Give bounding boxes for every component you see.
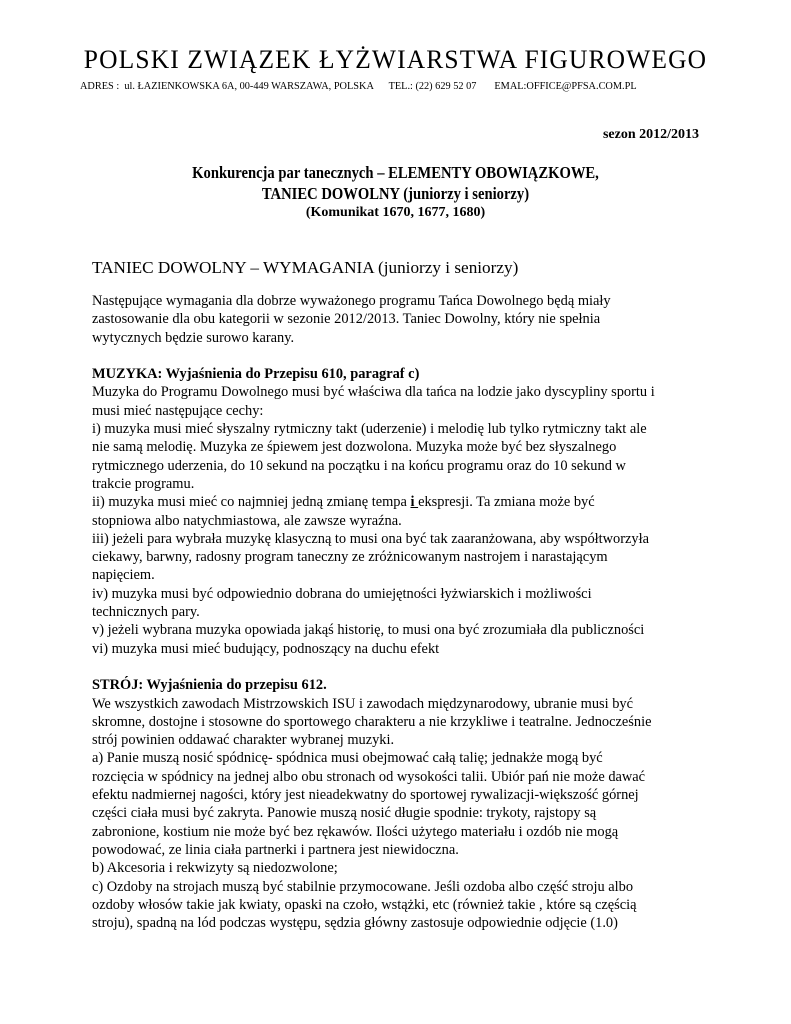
- season-label: sezon 2012/2013: [602, 127, 699, 142]
- document-heading: [0, 162, 791, 222]
- heading-communique: (Komunikat 1670, 1677, 1680): [305, 205, 486, 220]
- text-line: powodować, ze linia ciała partnerki i partnera jest niewidoczna.: [92, 841, 459, 858]
- text-line: zastosowanie dla obu kategorii w sezonie 2012/2013. Taniec Dowolny, który nie spełnia: [92, 311, 601, 328]
- text-fragment: ii) muzyka musi mieć co najmniej jedną zmianę tempa: [92, 494, 411, 511]
- text-line: technicznych pary.: [92, 604, 200, 621]
- costume-section: [92, 676, 712, 932]
- text-line: vi) muzyka musi mieć budujący, podnoszący na duchu efekt: [92, 640, 440, 657]
- underlined-conjunction: i: [410, 494, 419, 511]
- text-line: rytmicznego uderzenia, do 10 sekund na początku i na końcu programu oraz do 10 sekund w: [92, 457, 626, 474]
- text-line: Muzyka do Programu Dowolnego musi być właściwa dla tańca na lodzie jako dyscypliny sportu i: [92, 384, 655, 401]
- text-line: części ciała musi być zakryta. Panowie muszą nosić długie spodnie: trykoty, rajstopy są: [92, 805, 597, 822]
- text-line: iv) muzyka musi być odpowiednio dobrana do umiejętności łyżwiarskich i możliwości: [92, 585, 592, 602]
- text-line: trakcie programu.: [92, 475, 195, 492]
- text-line: b) Akcesoria i rekwizyty są niedozwolone;: [92, 860, 338, 877]
- text-line: napięciem.: [92, 567, 155, 584]
- text-fragment: ekspresji. Ta zmiana może być: [418, 494, 595, 511]
- text-line: We wszystkich zawodach Mistrzowskich ISU i zawodach międzynarodowy, ubranie musi być: [92, 695, 634, 712]
- text-line: efektu nadmiernej nagości, który jest nieadekwatny do sportowej rywalizacji-większość górnej: [92, 787, 639, 804]
- organization-address: ADRES : ul. ŁAZIENKOWSKA 6A, 00-449 WARSZAWA, POLSKA TEL.: (22) 629 52 07 EMAL:OFFICE@PFSA.COM.PL: [80, 81, 637, 92]
- text-line: stroju), spadną na lód podczas występu, sędzia główny zastosuje odpowiednie odjęcie (1.0): [92, 915, 618, 932]
- text-line: ciekawy, barwny, radosny program taneczny ze zróżnicowanym nastrojem i narastającym: [92, 549, 608, 566]
- heading-line-1: Konkurencja par tanecznych – ELEMENTY OBOWIĄZKOWE,: [192, 163, 599, 182]
- text-line: i) muzyka musi mieć słyszalny rytmiczny takt (uderzenie) i melodię lub tylko rytmiczny takt ale: [92, 421, 647, 438]
- text-line: strój powinien oddawać charakter wybranej muzyki.: [92, 732, 395, 749]
- document-body: [92, 292, 712, 932]
- paragraph-gap: [92, 658, 712, 676]
- text-line: a) Panie muszą nosić spódnicę- spódnica musi obejmować całą talię; jednakże mogą być: [92, 750, 603, 767]
- intro-paragraph: [92, 292, 712, 347]
- text-line: ozdoby włosów takie jak kwiaty, opaski na czoło, wstążki, etc (również takie , które są częścią: [92, 896, 637, 913]
- heading-line-2: TANIEC DOWOLNY (juniorzy i seniorzy): [261, 184, 530, 203]
- section-title: TANIEC DOWOLNY – WYMAGANIA (juniorzy i seniorzy): [92, 258, 519, 277]
- paragraph-gap: [92, 347, 712, 365]
- text-line: nie samą melodię. Muzyka ze śpiewem jest dozwolona. Muzyka może być bez słyszalnego: [92, 439, 617, 456]
- text-line: iii) jeżeli para wybrała muzykę klasyczną to musi ona być tak zaaranżowana, aby współtworzyła: [92, 530, 650, 547]
- text-line: wytycznych będzie surowo karany.: [92, 329, 295, 346]
- text-line: rozcięcia w spódnicy na jednej albo obu stronach od wysokości talii. Ubiór pań nie może dawać: [92, 768, 646, 785]
- text-line: Następujące wymagania dla dobrze wyważonego programu Tańca Dowolnego będą miały: [92, 293, 611, 309]
- text-line: v) jeżeli wybrana muzyka opowiada jakąś historię, to musi ona być zrozumiała dla publiczności: [92, 622, 645, 639]
- text-line: skromne, dostojne i stosowne do sportowego charakteru a nie krzykliwe i teatralne. Jednocześnie: [92, 713, 652, 730]
- music-section: [92, 365, 712, 658]
- text-line: musi mieć następujące cechy:: [92, 402, 264, 419]
- organization-name: POLSKI ZWIĄZEK ŁYŻWIARSTWA FIGUROWEGO: [83, 44, 708, 74]
- text-line: [92, 493, 712, 511]
- text-line: stopniowa albo natychmiastowa, ale zawsze wyraźna.: [92, 512, 402, 529]
- costume-heading: STRÓJ: Wyjaśnienia do przepisu 612.: [92, 677, 327, 694]
- text-line: zabronione, kostium nie może być bez rękawów. Ilości użytego materiału i ozdób nie mogą: [92, 823, 619, 840]
- music-heading: MUZYKA: Wyjaśnienia do Przepisu 610, paragraf c): [92, 366, 420, 383]
- text-line: c) Ozdoby na strojach muszą być stabilnie przymocowane. Jeśli ozdoba albo część stroju albo: [92, 878, 634, 895]
